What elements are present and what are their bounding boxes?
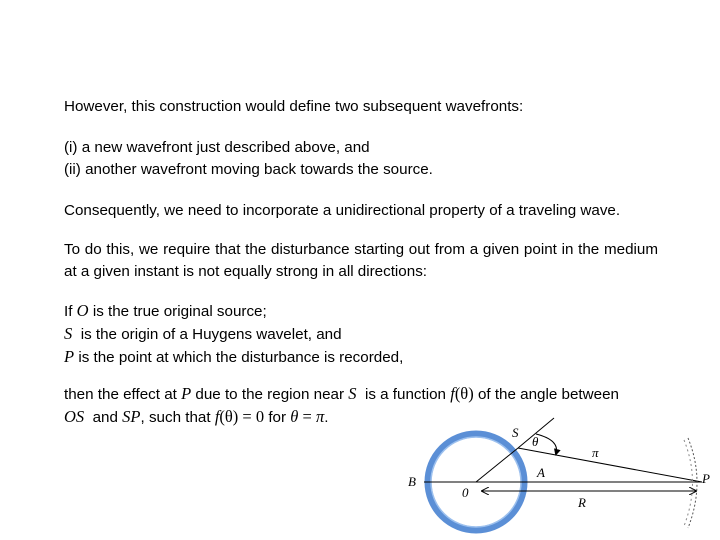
line-sp (518, 448, 702, 482)
text-fragment: is the origin of a Huygens wavelet, and (72, 326, 342, 343)
symbol-s: S (348, 384, 357, 403)
label-pi: π (592, 445, 599, 460)
function-condition: (θ) = 0 (219, 407, 265, 426)
text-fragment: is the point at which the disturbance is recorded, (74, 349, 404, 366)
paragraph-requirement (64, 239, 658, 283)
symbol-p: P (64, 347, 75, 366)
paragraph-intro (64, 96, 658, 118)
label-theta: θ (532, 434, 539, 449)
function-f: f (450, 384, 455, 403)
symbol-s: S (64, 324, 73, 343)
text-fragment: for (264, 409, 291, 426)
text-fragment: If (64, 303, 77, 320)
text-fragment: and (84, 409, 123, 426)
distant-wavefront-inner (684, 440, 693, 526)
text-fragment: is the true original source; (88, 303, 267, 320)
huygens-diagram (390, 410, 720, 540)
text-fragment: , such that (140, 409, 215, 426)
line-os (476, 448, 518, 482)
requirement-text: To do this, we require that the disturbance starting out from a given point in the medium at a given instant is not equally strong in all directions: (64, 241, 658, 280)
label-origin: 0 (462, 485, 469, 500)
text-fragment: is a function (356, 386, 451, 403)
text-fragment: of the angle between (473, 386, 619, 403)
equals-sign: = (298, 407, 316, 426)
definition-line-o (64, 300, 658, 323)
label-r: R (578, 495, 586, 510)
definition-line-s (64, 323, 658, 346)
segment-os: OS (64, 407, 85, 426)
label-b: B (408, 474, 416, 489)
text-fragment: then the effect at (64, 386, 182, 403)
angle-theta-arc (536, 434, 557, 454)
function-arg: (θ) (454, 384, 474, 403)
list-item: (ii) another wavefront moving back towards the source. (64, 161, 433, 178)
list-item: (i) a new wavefront just described above, and (64, 139, 370, 156)
paragraph-consequently (64, 200, 658, 222)
function-f: f (214, 407, 220, 426)
label-p: P (702, 471, 710, 486)
segment-sp: SP (122, 407, 141, 426)
text-fragment: due to the region near (191, 386, 349, 403)
label-s: S (512, 425, 519, 440)
label-a: A (537, 465, 545, 480)
distant-wavefront (688, 438, 697, 528)
line-s-extension (518, 438, 530, 448)
consequently-text: Consequently, we need to incorporate a unidirectional property of a traveling wave. (64, 202, 621, 219)
symbol-p: P (181, 384, 192, 403)
intro-text: However, this construction would define two subsequent wavefronts: (64, 98, 524, 115)
symbol-pi: π (315, 407, 325, 426)
definition-line-p (64, 346, 658, 369)
symbol-o: O (76, 301, 89, 320)
text-fragment: . (324, 409, 329, 426)
wavefront-list (64, 137, 658, 181)
paragraph-definitions (64, 300, 658, 369)
symbol-theta: θ (290, 407, 299, 426)
